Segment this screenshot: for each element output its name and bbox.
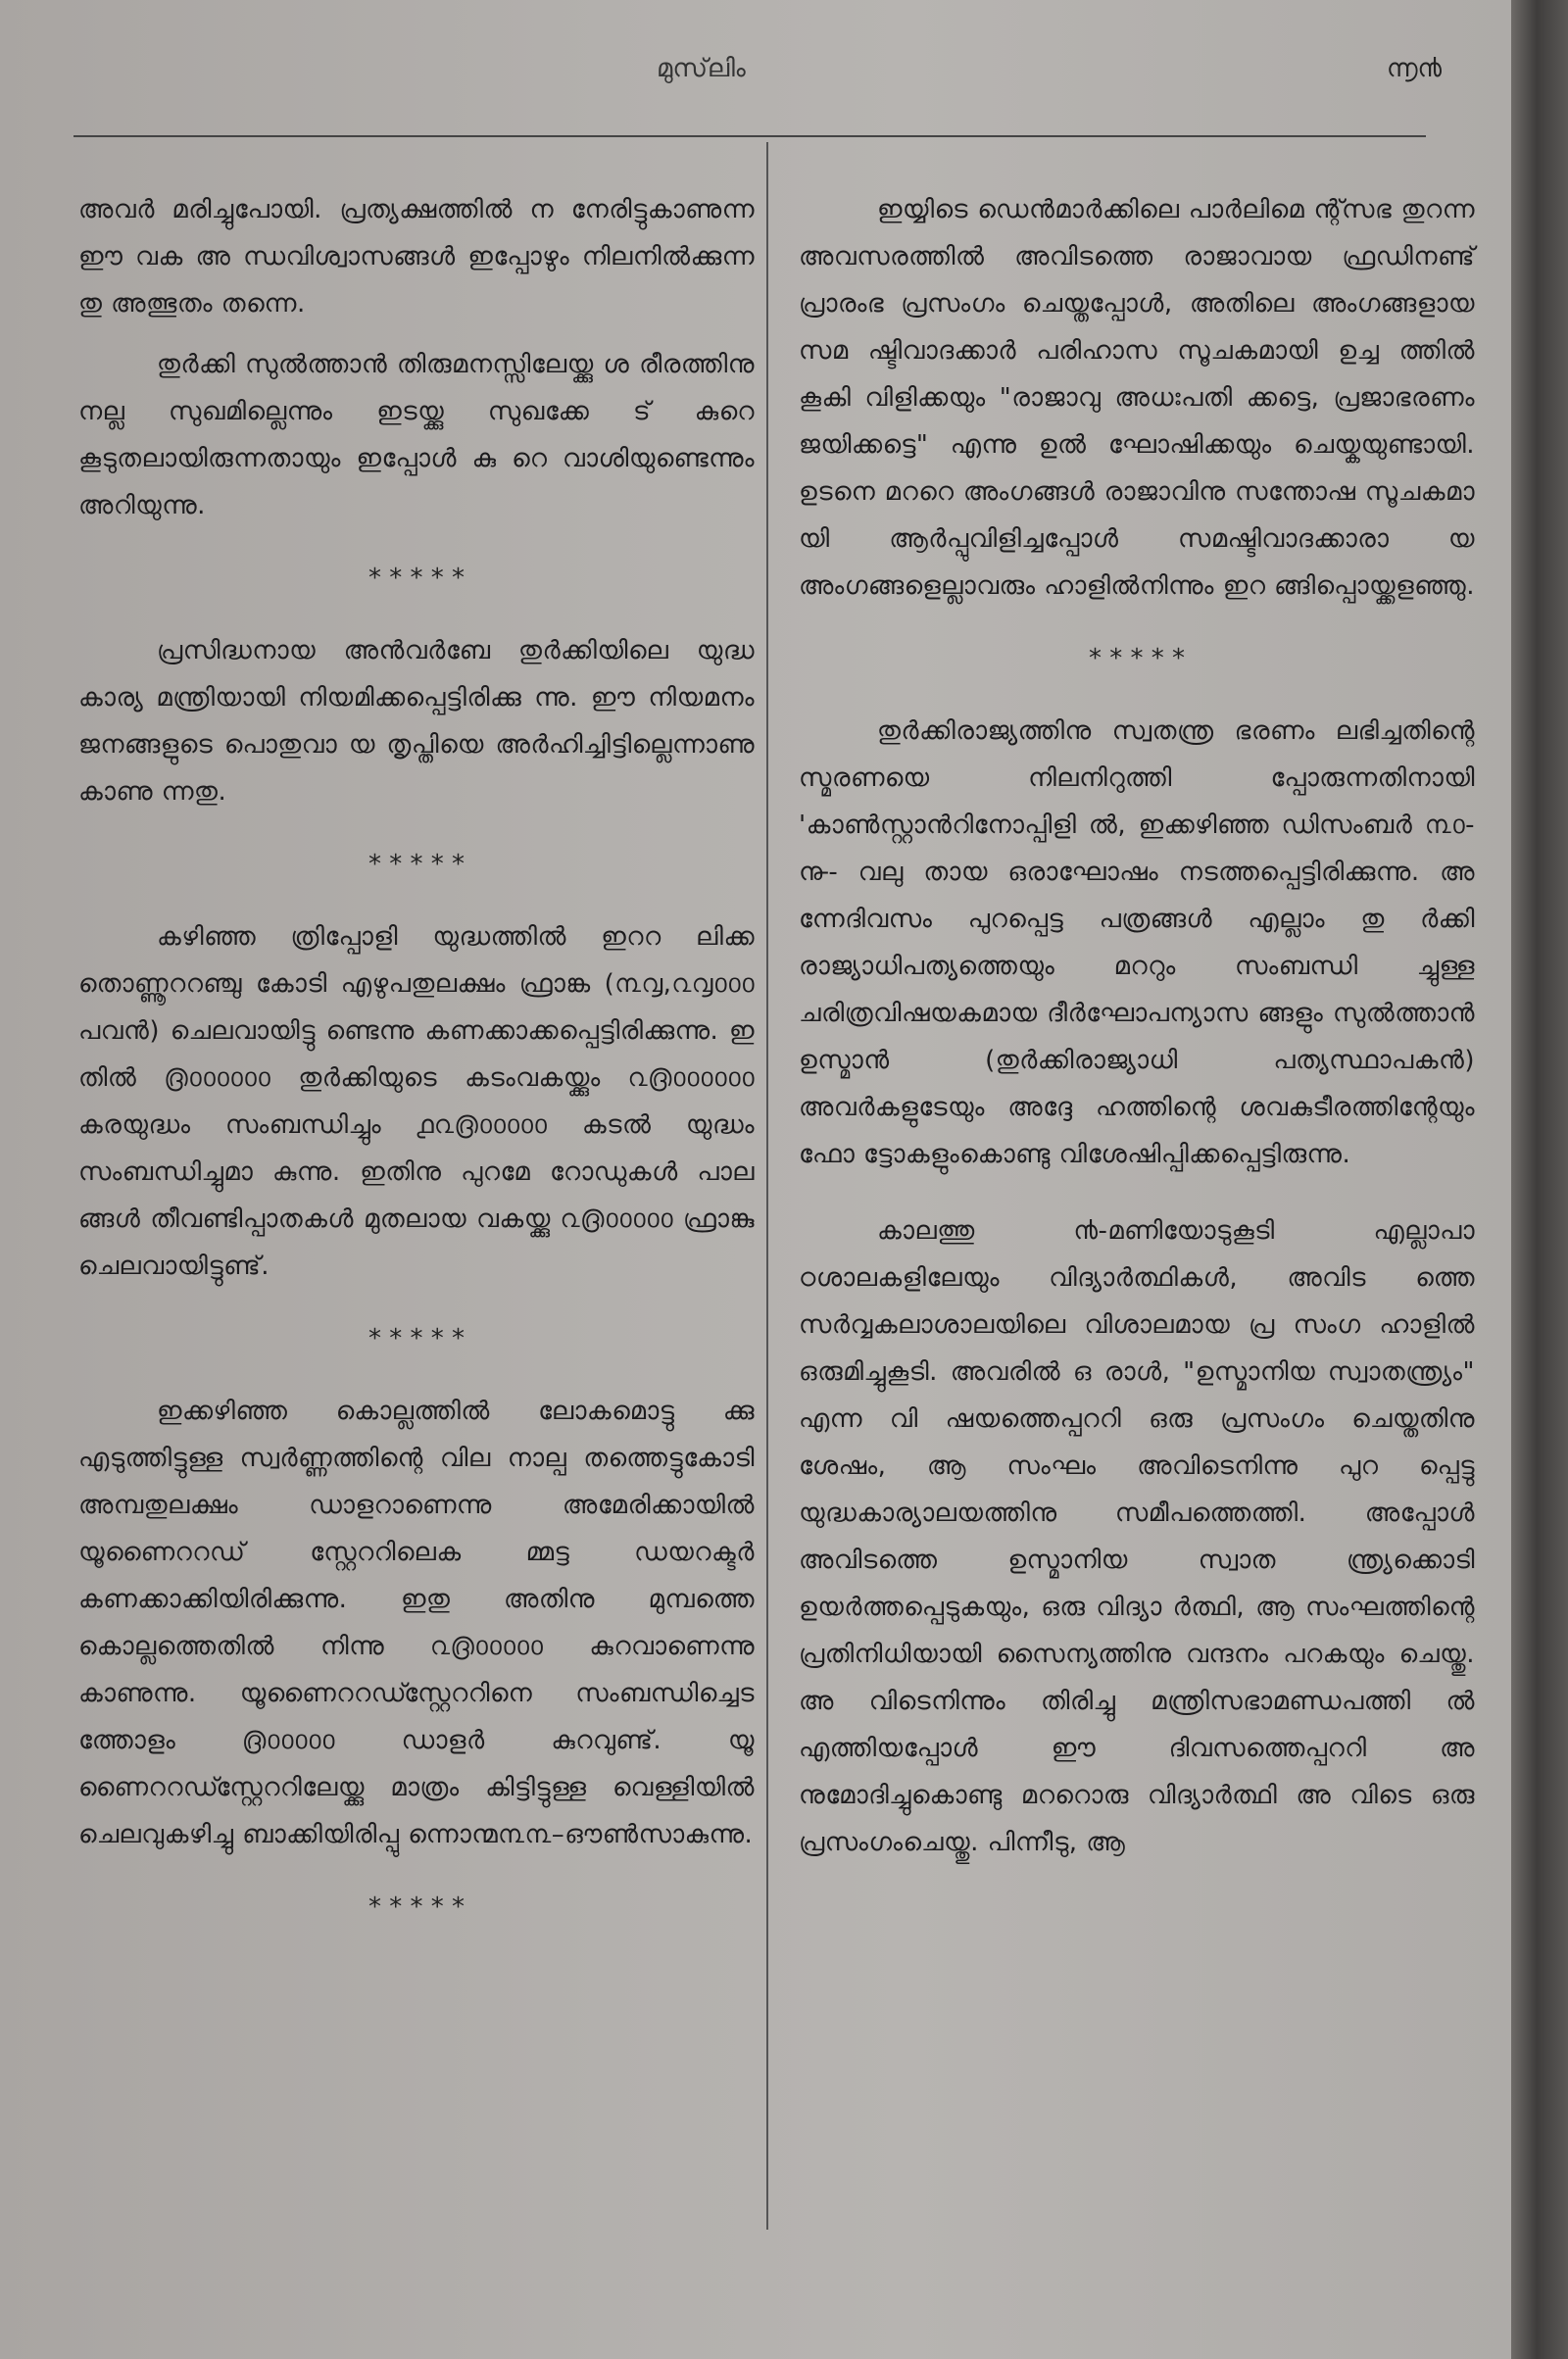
left-paragraph-2: തുർക്കി സുൽത്താൻ തിരുമനസ്സിലേയ്ക്കു ശ രീരത്തിനു നല്ല സുഖമില്ലെന്നും ഇടയ്ക്കു സുഖക്കേ ട് കുറെ കൂടുതലായിരുന്നതായും ഇപ്പോൾ കു റെ വാശിയുണ്ടെന്നും അറിയുന്നു. [78, 350, 755, 520]
right-paragraph-3: കാലത്തു ൯-മണിയോടുകൂടി എല്ലാപാ ഠശാലകളിലേയും വിദ്യാർത്ഥികൾ, അവിട ത്തെ സർവ്വകലാശാലയിലെ വിശാലമായ പ്ര സംഗ ഹാളിൽ ഒരുമിച്ചുകൂടി. അവരിൽ ഒ രാൾ, "ഉസ്മാനിയ സ്വാതന്ത്ര്യം" എന്ന വി ഷയത്തെപ്പററി ഒരു പ്രസംഗം ചെയ്തതിനു ശേഷം, ആ സംഘം അവിടെനിന്നു പുറ പ്പെട്ടു യുദ്ധകാര്യാലയത്തിനു സമീപത്തെത്തി. അപ്പോൾ അവിടത്തെ ഉസ്മാനിയ സ്വാത ന്ത്ര്യക്കൊടി ഉയർത്തപ്പെടുകയും, ഒരു വിദ്യാ ർത്ഥി, ആ സംഘത്തിന്റെ പ്രതിനിധിയായി സൈന്യത്തിനു വന്ദനം പറകയും ചെയ്തു. അ വിടെനിന്നും തിരിച്ചു മന്ത്രിസഭാമണ്ഡപത്തി ൽ എത്തിയപ്പോൾ ഈ ദിവസത്തെപ്പററി അ നുമോദിച്ചുകൊണ്ടു മററൊരു വിദ്യാർത്ഥി അ വിടെ ഒരു പ്രസംഗംചെയ്തു. പിന്നീടു, ആ [799, 1216, 1475, 1857]
left-paragraph-1: അവർ മരിച്ചുപോയി. പ്രത്യക്ഷത്തിൽ ന നേരിട്ടുകാണുന്ന ഈ വക അ ന്ധവിശ്വാസങ്ങൾ ഇപ്പോഴും നിലനിൽക്കുന്ന തു അത്ഭുതം തന്നെ. [78, 195, 755, 319]
left-paragraph-4: കഴിഞ്ഞ ത്രിപ്പോളി യുദ്ധത്തിൽ ഇററ ലിക്ക തൊണ്ണൂററഞ്ചു കോടി എഴുപതുലക്ഷം ഫ്രാങ്ക (൩൮,൨൮൦൦൦ പവൻ) ചെലവായിട്ടു ണ്ടെന്നു കണക്കാക്കപ്പെട്ടിരിക്കുന്നു. ഇ തിൽ ൫൦൦൦൦൦൦ തുർക്കിയുടെ കടംവകയ്ക്കും ൨൫൦൦൦൦൦൦ കരയുദ്ധം സംബന്ധിച്ചും ൧൨൫൦൦൦൦൦ കടൽ യുദ്ധം സംബന്ധിച്ചുമാ കുന്നു. ഇതിനു പുറമേ റോഡുകൾ പാല ങ്ങൾ തീവണ്ടിപ്പാതകൾ മുതലായ വകയ്ക്കു ൨൫൦൦൦൦൦ ഫ്രാങ്കു ചെലവായിട്ടുണ്ട്. [78, 922, 755, 1281]
right-column [799, 186, 1475, 1866]
section-separator: * * * * * [368, 564, 466, 593]
section-separator: * * * * * [368, 850, 466, 879]
right-paragraph-1: ഇയ്യിടെ ഡെൻമാർക്കിലെ പാർലിമെ ന്റ്സഭ തുറന്ന അവസരത്തിൽ അവിടത്തെ രാജാവായ ഫ്രഡിനണ്ട് പ്രാരംഭ പ്രസംഗം ചെയ്തപ്പോൾ, അതിലെ അംഗങ്ങളായ സമ ഷ്ടിവാദക്കാർ പരിഹാസ സൂചകമായി ഉച്ച ത്തിൽ കൂകി വിളിക്കയും "രാജാവു അധഃപതി ക്കട്ടെ, പ്രജാഭരണം ജയിക്കട്ടെ" എന്നു ഉൽ ഘോഷിക്കയും ചെയ്കയുണ്ടായി. ഉടനെ മററെ അംഗങ്ങൾ രാജാവിനു സന്തോഷ സൂചകമാ യി ആർപ്പുവിളിച്ചപ്പോൾ സമഷ്ടിവാദക്കാരാ യ അംഗങ്ങളെല്ലാവരും ഹാളിൽനിന്നും ഇറ ങ്ങിപ്പൊയ്ക്കളഞ്ഞു. [799, 195, 1475, 601]
header-rule [74, 135, 1426, 137]
section-separator: * * * * * [368, 1892, 466, 1922]
left-paragraph-5: ഇക്കഴിഞ്ഞ കൊല്ലത്തിൽ ലോകമൊട്ടു ക്കു എടുത്തിട്ടുള്ള സ്വർണ്ണത്തിന്റെ വില നാല്പ തത്തെട്ടുകോടി അമ്പതുലക്ഷം ഡാളറാണെന്നു അമേരിക്കായിൽ യൂണൈററഡ് സ്റ്റേററിലെക മ്മട്ട ഡയറക്ടർ കണക്കാക്കിയിരിക്കുന്നു. ഇതു അതിനു മുമ്പത്തെ കൊല്ലത്തെതിൽ നിന്നു ൨൫൦൦൦൦൦ കുറവാണെന്നു കാണുന്നു. യൂണൈററഡ്സ്റ്റേററിനെ സംബന്ധിച്ചെട ത്തോളം ൫൦൦൦൦൦ ഡാളർ കുറവുണ്ട്. യൂ ണൈററഡ്സ്റ്റേററിലേയ്ക്കു മാത്രം കിട്ടിട്ടുള്ള വെള്ളിയിൽ ചെലവുകഴിച്ചു ബാക്കിയിരിപ്പു ന്നൊന്മ൩൩–ഔൺസാകുന്നു. [78, 1397, 755, 1849]
right-paragraph-2: തുർക്കിരാജ്യത്തിനു സ്വതന്ത്ര ഭരണം ലഭിച്ചതിന്റെ സ്മരണയെ നിലനിറുത്തി പ്പോരുന്നതിനായി 'കാൺസ്റ്റാൻറിനോപ്പിളി ൽ, ഇക്കഴിഞ്ഞ ഡിസംബർ ൩൦-൹- വലു തായ ഒരാഘോഷം നടത്തപ്പെട്ടിരിക്കുന്നു. അ ന്നേദിവസം പുറപ്പെട്ട പത്രങ്ങൾ എല്ലാം തു ർക്കി രാജ്യാധിപത്യത്തെയും മററും സംബന്ധി ച്ചുള്ള ചരിത്രവിഷയകമായ ദീർഘോപന്യാസ ങ്ങളും സുൽത്താൻ ഉസ്മാൻ (തുർക്കിരാജ്യാധി പത്യസ്ഥാപകൻ) അവർകളുടേയും അദ്ദേ ഹത്തിന്റെ ശവകുടീരത്തിന്റേയും ഫോ ട്ടോകളുംകൊണ്ടു വിശേഷിപ്പിക്കപ്പെട്ടിരുന്നു. [799, 716, 1475, 1169]
left-column [78, 186, 755, 1956]
section-separator: * * * * * [368, 1324, 466, 1353]
book-spine-shadow [1511, 0, 1568, 2359]
column-divider [766, 142, 768, 2230]
page-number: ൬൯ [1387, 54, 1443, 83]
section-separator: * * * * * [1088, 644, 1186, 673]
left-paragraph-3: പ്രസിദ്ധനായ അൻവർബേ തുർക്കിയിലെ യുദ്ധ കാര്യ മന്ത്രിയായി നിയമിക്കപ്പെട്ടിരിക്കു ന്നു. ഈ നിയമനം ജനങ്ങളുടെ പൊതുവാ യ തൃപ്തിയെ അർഹിച്ചിട്ടില്ലെന്നാണു കാണു ന്നതു. [78, 636, 755, 807]
running-title: മുസ്‌ലിം [657, 54, 746, 83]
page-header [0, 54, 1511, 93]
